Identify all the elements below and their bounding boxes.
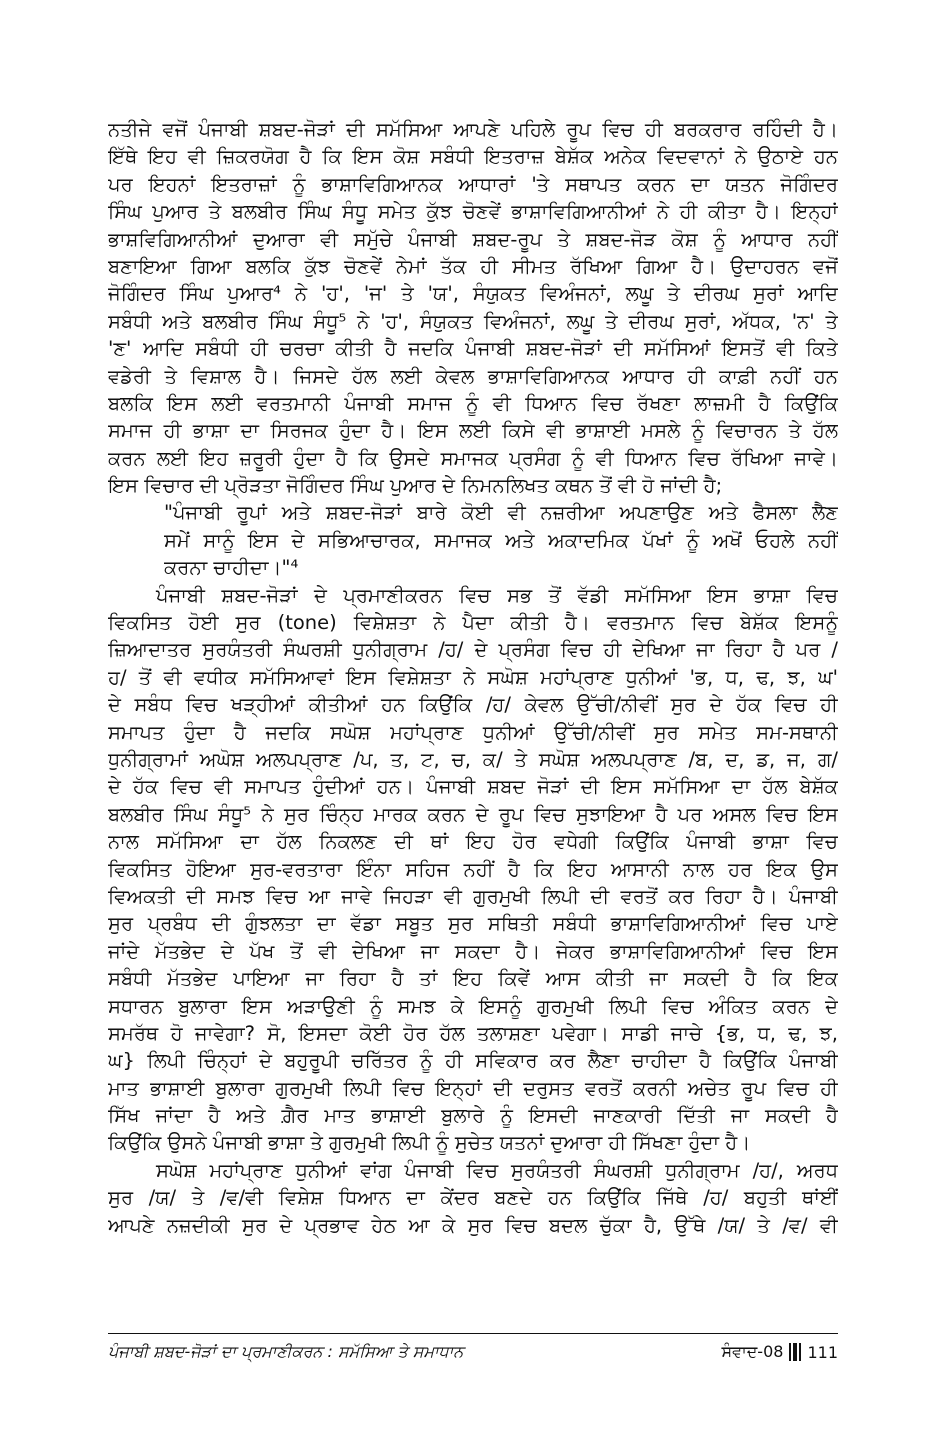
text-line: ਹ/ ਤੋਂ ਵੀ ਵਧੀਕ ਸਮੱਸਿਆਵਾਂ ਇਸ ਵਿਸ਼ੇਸ਼ਤਾ ਨੇ ਸਘੋਸ਼ ਮਹਾਂਪ੍ਰਾਣ ਧੁਨੀਆਂ 'ਭ, ਧ, ਢ, ਝ, ਘ': [108, 665, 838, 689]
text-line: ਜਾਂਦੇ ਮੱਤਭੇਦ ਦੇ ਪੱਖ ਤੋਂ ਵੀ ਦੇਖਿਆ ਜਾ ਸਕਦਾ ਹੈ। ਜੇਕਰ ਭਾਸ਼ਾਵਿਗਿਆਨੀਆਂ ਵਿਚ ਇਸ: [108, 939, 838, 963]
body-text: [108, 116, 838, 1239]
block-quote: [108, 499, 838, 581]
text-line: ਮਾਤ ਭਾਸ਼ਾਈ ਬੁਲਾਰਾ ਗੁਰਮੁਖੀ ਲਿਪੀ ਵਿਚ ਇਨ੍ਹਾਂ ਦੀ ਦਰੁਸਤ ਵਰਤੋਂ ਕਰਨੀ ਅਚੇਤ ਰੂਪ ਵਿਚ ਹੀ: [108, 1076, 838, 1100]
text-line: ਸਘੋਸ਼ ਮਹਾਂਪ੍ਰਾਣ ਧੁਨੀਆਂ ਵਾਂਗ ਪੰਜਾਬੀ ਵਿਚ ਸੁਰਯੰਤਰੀ ਸੰਘਰਸ਼ੀ ਧੁਨੀਗ੍ਰਾਮ /ਹ/, ਅਰਧ: [156, 1158, 838, 1182]
text-line: ਸੁਰ ਪ੍ਰਬੰਧ ਦੀ ਗੁੰਝਲਤਾ ਦਾ ਵੱਡਾ ਸਬੂਤ ਸੁਰ ਸਥਿਤੀ ਸਬੰਧੀ ਭਾਸ਼ਾਵਿਗਿਆਨੀਆਂ ਵਿਚ ਪਾਏ: [108, 912, 838, 936]
text-line: ਪਰ ਇਹਨਾਂ ਇਤਰਾਜ਼ਾਂ ਨੂੰ ਭਾਸ਼ਾਵਿਗਿਆਨਕ ਆਧਾਰਾਂ 'ਤੇ ਸਥਾਪਤ ਕਰਨ ਦਾ ਯਤਨ ਜੋਗਿੰਦਰ: [108, 172, 838, 196]
text-line: ਬਲਬੀਰ ਸਿੰਘ ਸੰਧੂ⁵ ਨੇ ਸੁਰ ਚਿੰਨ੍ਹ ਮਾਰਕ ਕਰਨ ਦੇ ਰੂਪ ਵਿਚ ਸੁਝਾਇਆ ਹੈ ਪਰ ਅਸਲ ਵਿਚ ਇਸ: [108, 802, 838, 826]
text-line: ਸਿੱਖ ਜਾਂਦਾ ਹੈ ਅਤੇ ਗ਼ੈਰ ਮਾਤ ਭਾਸ਼ਾਈ ਬੁਲਾਰੇ ਨੂੰ ਇਸਦੀ ਜਾਣਕਾਰੀ ਦਿੱਤੀ ਜਾ ਸਕਦੀ ਹੈ: [108, 1104, 838, 1128]
quote-line: ਸਮੇਂ ਸਾਨੂੰ ਇਸ ਦੇ ਸਭਿਆਚਾਰਕ, ਸਮਾਜਕ ਅਤੇ ਅਕਾਦਮਿਕ ਪੱਖਾਂ ਨੂੰ ਅਖੋਂ ਓਹਲੇ ਨਹੀਂ: [164, 528, 838, 552]
text-line: ਵਡੇਰੀ ਤੇ ਵਿਸ਼ਾਲ ਹੈ। ਜਿਸਦੇ ਹੱਲ ਲਈ ਕੇਵਲ ਭਾਸ਼ਾਵਿਗਿਆਨਕ ਆਧਾਰ ਹੀ ਕਾਫ਼ੀ ਨਹੀਂ ਹਨ: [108, 364, 838, 388]
text-line: ਇਸ ਵਿਚਾਰ ਦੀ ਪ੍ਰੋੜਤਾ ਜੋਗਿੰਦਰ ਸਿੰਘ ਪੁਆਰ ਦੇ ਨਿਮਨਲਿਖਤ ਕਥਨ ਤੋਂ ਵੀ ਹੋ ਜਾਂਦੀ ਹੈ;: [108, 474, 723, 498]
text-line: ਆਪਣੇ ਨਜ਼ਦੀਕੀ ਸੁਰ ਦੇ ਪ੍ਰਭਾਵ ਹੇਠ ਆ ਕੇ ਸੁਰ ਵਿਚ ਬਦਲ ਚੁੱਕਾ ਹੈ, ਉੱਥੇ /ਯ/ ਤੇ /ਵ/ ਵੀ: [108, 1213, 838, 1237]
journal-name: ਸੰਵਾਦ-08: [721, 1342, 784, 1361]
paragraph-1: [108, 116, 838, 499]
text-line: ਨਤੀਜੇ ਵਜੋਂ ਪੰਜਾਬੀ ਸ਼ਬਦ-ਜੋੜਾਂ ਦੀ ਸਮੱਸਿਆ ਆਪਣੇ ਪਹਿਲੇ ਰੂਪ ਵਿਚ ਹੀ ਬਰਕਰਾਰ ਰਹਿੰਦੀ ਹੈ।: [108, 118, 838, 141]
page-footer-right: [721, 1342, 838, 1362]
text-line: ਜੋਗਿੰਦਰ ਸਿੰਘ ਪੁਆਰ⁴ ਨੇ 'ਹ', 'ਜ' ਤੇ 'ਯ', ਸੰਯੁਕਤ ਵਿਅੰਜਨਾਂ, ਲਘੂ ਤੇ ਦੀਰਘ ਸੁਰਾਂ ਆਦਿ: [108, 282, 838, 306]
text-line: ਸਿੰਘ ਪੁਆਰ ਤੇ ਬਲਬੀਰ ਸਿੰਘ ਸੰਧੂ ਸਮੇਤ ਕੁੱਝ ਚੋਣਵੇਂ ਭਾਸ਼ਾਵਿਗਿਆਨੀਆਂ ਨੇ ਹੀ ਕੀਤਾ ਹੈ। ਇਨ੍ਹਾਂ: [108, 200, 838, 224]
text-line: ਸੁਰ /ਯ/ ਤੇ /ਵ/ਵੀ ਵਿਸ਼ੇਸ਼ ਧਿਆਨ ਦਾ ਕੇਂਦਰ ਬਣਦੇ ਹਨ ਕਿਉਂਕਿ ਜਿੱਥੇ /ਹ/ ਬਹੁਤੀ ਥਾਂਈਂ: [108, 1186, 838, 1210]
text-line: ਸਬੰਧੀ ਮੱਤਭੇਦ ਪਾਇਆ ਜਾ ਰਿਹਾ ਹੈ ਤਾਂ ਇਹ ਕਿਵੇਂ ਆਸ ਕੀਤੀ ਜਾ ਸਕਦੀ ਹੈ ਕਿ ਇਕ: [108, 967, 838, 991]
text-line: ਸਮਾਜ ਹੀ ਭਾਸ਼ਾ ਦਾ ਸਿਰਜਕ ਹੁੰਦਾ ਹੈ। ਇਸ ਲਈ ਕਿਸੇ ਵੀ ਭਾਸ਼ਾਈ ਮਸਲੇ ਨੂੰ ਵਿਚਾਰਨ ਤੇ ਹੱਲ: [108, 419, 838, 443]
text-line: ਜ਼ਿਆਦਾਤਰ ਸੁਰਯੰਤਰੀ ਸੰਘਰਸ਼ੀ ਧੁਨੀਗ੍ਰਾਮ /ਹ/ ਦੇ ਪ੍ਰਸੰਗ ਵਿਚ ਹੀ ਦੇਖਿਆ ਜਾ ਰਿਹਾ ਹੈ ਪਰ /: [108, 638, 838, 662]
text-line: 'ਣ' ਆਦਿ ਸਬੰਧੀ ਹੀ ਚਰਚਾ ਕੀਤੀ ਹੈ ਜਦਕਿ ਪੰਜਾਬੀ ਸ਼ਬਦ-ਜੋੜਾਂ ਦੀ ਸਮੱਸਿਆਂ ਇਸਤੋਂ ਵੀ ਕਿਤੇ: [108, 337, 838, 361]
text-line: ਬਣਾਇਆ ਗਿਆ ਬਲਕਿ ਕੁੱਝ ਚੋਣਵੇਂ ਨੇਮਾਂ ਤੱਕ ਹੀ ਸੀਮਤ ਰੱਖਿਆ ਗਿਆ ਹੈ। ਉਦਾਹਰਨ ਵਜੋਂ: [108, 254, 838, 278]
text-line: ਭਾਸ਼ਵਿਗਿਆਨੀਆਂ ਦੁਆਰਾ ਵੀ ਸਮੁੱਚੇ ਪੰਜਾਬੀ ਸ਼ਬਦ-ਰੂਪ ਤੇ ਸ਼ਬਦ-ਜੋੜ ਕੋਸ਼ ਨੂੰ ਆਧਾਰ ਨਹੀਂ: [108, 227, 838, 251]
paragraph-2: [108, 582, 838, 1157]
text-line: ਪੰਜਾਬੀ ਸ਼ਬਦ-ਜੋੜਾਂ ਦੇ ਪ੍ਰਮਾਣੀਕਰਨ ਵਿਚ ਸਭ ਤੋਂ ਵੱਡੀ ਸਮੱਸਿਆ ਇਸ ਭਾਸ਼ਾ ਵਿਚ: [156, 583, 838, 607]
quote-line: "ਪੰਜਾਬੀ ਰੂਪਾਂ ਅਤੇ ਸ਼ਬਦ-ਜੋੜਾਂ ਬਾਰੇ ਕੋਈ ਵੀ ਨਜ਼ਰੀਆ ਅਪਣਾਉਣ ਅਤੇ ਫੈਸਲਾ ਲੈਣ: [164, 501, 838, 525]
footer-divider: [108, 1333, 838, 1334]
text-line: ਸਧਾਰਨ ਬੁਲਾਰਾ ਇਸ ਅੜਾਉਣੀ ਨੂੰ ਸਮਝ ਕੇ ਇਸਨੂੰ ਗੁਰਮੁਖੀ ਲਿਪੀ ਵਿਚ ਅੰਕਿਤ ਕਰਨ ਦੇ: [108, 994, 838, 1018]
text-line: ਸਮਰੱਥ ਹੋ ਜਾਵੇਗਾ? ਸੋ, ਇਸਦਾ ਕੋਈ ਹੋਰ ਹੱਲ ਤਲਾਸ਼ਣਾ ਪਵੇਗਾ। ਸਾਡੀ ਜਾਚੇ {ਭ, ਧ, ਢ, ਝ,: [108, 1021, 838, 1045]
bars-icon: [789, 1343, 801, 1361]
quote-line: ਕਰਨਾ ਚਾਹੀਦਾ।"⁴: [164, 556, 299, 580]
text-line: ਦੇ ਹੱਕ ਵਿਚ ਵੀ ਸਮਾਪਤ ਹੁੰਦੀਆਂ ਹਨ। ਪੰਜਾਬੀ ਸ਼ਬਦ ਜੋੜਾਂ ਦੀ ਇਸ ਸਮੱਸਿਆ ਦਾ ਹੱਲ ਬੇਸ਼ੱਕ: [108, 775, 838, 799]
text-line: ਕਰਨ ਲਈ ਇਹ ਜ਼ਰੂਰੀ ਹੁੰਦਾ ਹੈ ਕਿ ਉਸਦੇ ਸਮਾਜਕ ਪ੍ਰਸੰਗ ਨੂੰ ਵੀ ਧਿਆਨ ਵਿਚ ਰੱਖਿਆ ਜਾਵੇ।: [108, 446, 838, 470]
paragraph-3: [108, 1157, 838, 1239]
running-title: ਪੰਜਾਬੀ ਸ਼ਬਦ-ਜੋੜਾਂ ਦਾ ਪ੍ਰਮਾਣੀਕਰਨ : ਸਮੱਸਿਆ ਤੇ ਸਮਾਧਾਨ: [108, 1342, 464, 1361]
text-line: ਇੱਥੇ ਇਹ ਵੀ ਜ਼ਿਕਰਯੋਗ ਹੈ ਕਿ ਇਸ ਕੋਸ਼ ਸਬੰਧੀ ਇਤਰਾਜ਼ ਬੇਸ਼ੱਕ ਅਨੇਕ ਵਿਦਵਾਨਾਂ ਨੇ ਉਠਾਏ ਹਨ: [108, 145, 838, 169]
text-line: ਸਬੰਧੀ ਅਤੇ ਬਲਬੀਰ ਸਿੰਘ ਸੰਧੂ⁵ ਨੇ 'ਹ', ਸੰਯੁਕਤ ਵਿਅੰਜਨਾਂ, ਲਘੂ ਤੇ ਦੀਰਘ ਸੁਰਾਂ, ਅੱਧਕ, 'ਨ' ਤੇ: [108, 309, 838, 333]
text-line: ਦੇ ਸਬੰਧ ਵਿਚ ਖੜ੍ਹੀਆਂ ਕੀਤੀਆਂ ਹਨ ਕਿਉਂਕਿ /ਹ/ ਕੇਵਲ ਉੱਚੀ/ਨੀਵੀਂ ਸੁਰ ਦੇ ਹੱਕ ਵਿਚ ਹੀ: [108, 693, 838, 717]
text-line: ਸਮਾਪਤ ਹੁੰਦਾ ਹੈ ਜਦਕਿ ਸਘੋਸ਼ ਮਹਾਂਪ੍ਰਾਣ ਧੁਨੀਆਂ ਉੱਚੀ/ਨੀਵੀਂ ਸੁਰ ਸਮੇਤ ਸਮ-ਸਥਾਨੀ: [108, 720, 838, 744]
text-line: ਵਿਕਸਿਤ ਹੋਇਆ ਸੁਰ-ਵਰਤਾਰਾ ਇੰਨਾ ਸਹਿਜ ਨਹੀਂ ਹੈ ਕਿ ਇਹ ਆਸਾਨੀ ਨਾਲ ਹਰ ਇਕ ਉਸ: [108, 857, 838, 881]
page-number: 111: [807, 1342, 838, 1362]
text-line: ਵਿਅਕਤੀ ਦੀ ਸਮਝ ਵਿਚ ਆ ਜਾਵੇ ਜਿਹੜਾ ਵੀ ਗੁਰਮੁਖੀ ਲਿਪੀ ਦੀ ਵਰਤੋਂ ਕਰ ਰਿਹਾ ਹੈ। ਪੰਜਾਬੀ: [108, 884, 838, 908]
text-line: ਬਲਕਿ ਇਸ ਲਈ ਵਰਤਮਾਨੀ ਪੰਜਾਬੀ ਸਮਾਜ ਨੂੰ ਵੀ ਧਿਆਨ ਵਿਚ ਰੱਖਣਾ ਲਾਜ਼ਮੀ ਹੈ ਕਿਉਂਕਿ: [108, 391, 838, 415]
text-line: ਨਾਲ ਸਮੱਸਿਆ ਦਾ ਹੱਲ ਨਿਕਲਣ ਦੀ ਥਾਂ ਇਹ ਹੋਰ ਵਧੇਗੀ ਕਿਉਂਕਿ ਪੰਜਾਬੀ ਭਾਸ਼ਾ ਵਿਚ: [108, 830, 838, 854]
text-line: ਧੁਨੀਗ੍ਰਾਮਾਂ ਅਘੋਸ਼ ਅਲਪਪ੍ਰਾਣ /ਪ, ਤ, ਟ, ਚ, ਕ/ ਤੇ ਸਘੋਸ਼ ਅਲਪਪ੍ਰਾਣ /ਬ, ਦ, ਡ, ਜ, ਗ/: [108, 747, 838, 771]
text-line: ਘ} ਲਿਪੀ ਚਿੰਨ੍ਹਾਂ ਦੇ ਬਹੁਰੂਪੀ ਚਰਿੱਤਰ ਨੂੰ ਹੀ ਸਵਿਕਾਰ ਕਰ ਲੈਣਾ ਚਾਹੀਦਾ ਹੈ ਕਿਉਂਕਿ ਪੰਜਾਬੀ: [108, 1049, 838, 1073]
text-line: ਵਿਕਸਿਤ ਹੋਈ ਸੁਰ (tone) ਵਿਸ਼ੇਸ਼ਤਾ ਨੇ ਪੈਦਾ ਕੀਤੀ ਹੈ। ਵਰਤਮਾਨ ਵਿਚ ਬੇਸ਼ੱਕ ਇਸਨੂੰ: [108, 611, 838, 635]
text-line: ਕਿਉਂਕਿ ਉਸਨੇ ਪੰਜਾਬੀ ਭਾਸ਼ਾ ਤੇ ਗੁਰਮੁਖੀ ਲਿਪੀ ਨੂੰ ਸੁਚੇਤ ਯਤਨਾਂ ਦੁਆਰਾ ਹੀ ਸਿੱਖਣਾ ਹੁੰਦਾ ਹੈ।: [108, 1131, 751, 1155]
